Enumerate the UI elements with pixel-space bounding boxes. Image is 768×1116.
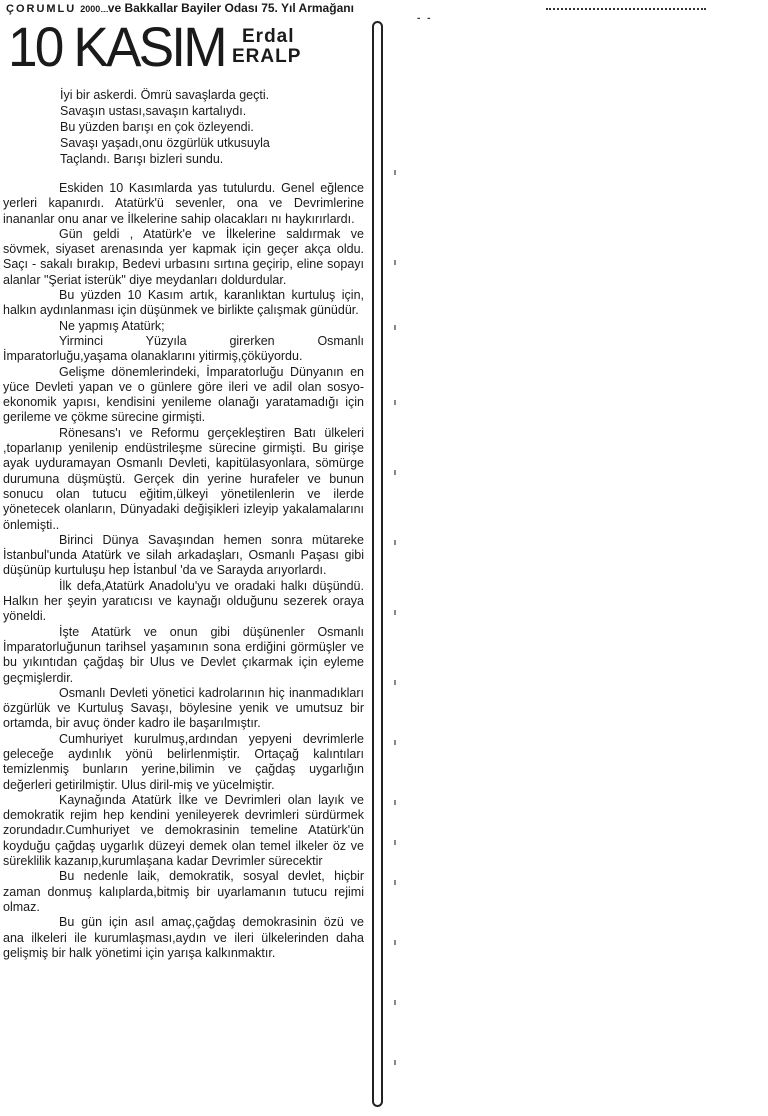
author-last-name: ERALP [232, 46, 302, 67]
paragraph: İlk defa,Atatürk Anadolu'yu ve oradaki halkı düşündü. Halkın her şeyin yaratıcısı ve kaynağı olduğunu sezerek oraya yöneldi. [3, 578, 364, 624]
publication-year: 2000 [80, 4, 101, 14]
paragraph: İşte Atatürk ve onun gibi düşünenler Osmanlı İmparatorluğunun tarihsel yaşamının sona erdiğini görmüşler ve bu yıkıntıdan çağdaş bir Ulus ve Devlet çıkarmak için eyleme geçmişlerdir. [3, 624, 364, 685]
margin-tick [394, 400, 396, 405]
header-dots: ..... [100, 4, 108, 14]
publication-name: ÇORUMLU [6, 3, 77, 15]
paragraph: Cumhuriyet kurulmuş,ardından yepyeni devrimlerle geleceğe aydınlık yönü belirlenmiştir. Ortaçağ kalıntıları temizlenmiş bunların yerine,bilimin ve çağdaş uygarlığın değerleri getirilmiştir. Ulus diril-miş ve yücelmiştir. [3, 731, 364, 792]
paragraph: Osmanlı Devleti yönetici kadrolarının hiç inanmadıkları özgürlük ve Kurtuluş Savaşı, böylesine yenik ve umutsuz bir ortamda, bir avuç önder kadro ile başarılmıştır. [3, 685, 364, 731]
margin-tick [394, 680, 396, 685]
publication-subtitle: ve Bakkallar Bayiler Odası 75. Yıl Armağanı [107, 1, 354, 15]
paragraph: Bu nedenle laik, demokratik, sosyal devlet, hiçbir zaman donmuş kalıplarda,bitmiş bir uyarlamanın tutucu rejimi olmaz. [3, 869, 364, 914]
poem-line: Taçlandı. Barışı bizleri sundu. [60, 152, 224, 166]
paragraph: Eskiden 10 Kasımlarda yas tutulurdu. Genel eğlence yerleri kapanırdı. Atatürk'ü sevenler, ona ve Devrimlerine inananlar onu anar ve İlkelerine sahip olacakları nı haykırırlardı. [3, 181, 364, 226]
author-name [232, 27, 368, 67]
margin-tick [394, 170, 396, 175]
header-dotted-rule [546, 8, 706, 10]
margin-tick [394, 840, 396, 845]
paragraph: Birinci Dünya Savaşından hemen sonra mütareke İstanbul'unda Atatürk ve silah arkadaşları, Osmanlı Paşası gibi düşünüp kurtuluşu hep İstanbul 'da ve Sarayda arıyorlardı. [3, 532, 364, 578]
column-divider-frame [372, 21, 383, 1107]
margin-tick [394, 1060, 396, 1065]
opening-poem [60, 87, 270, 167]
poem-line: Savaşın ustası,savaşın kartalıydı. [60, 104, 247, 118]
margin-tick [394, 540, 396, 545]
margin-tick-marks [394, 0, 400, 1116]
article-title: 10 KASIM [8, 15, 225, 78]
margin-tick [394, 325, 396, 330]
author-first-name: Erdal [242, 26, 295, 47]
cropped-text-fragment: - - [417, 13, 433, 24]
margin-tick [394, 880, 396, 885]
article-body [3, 181, 364, 961]
paragraph: Bu yüzden 10 Kasım artık, karanlıktan kurtuluş için, halkın aydınlanması için düşünmek ve birlikte çalışmak günüdür. [3, 288, 364, 318]
paragraph: Yirminci Yüzyıla girerken Osmanlı İmparatorluğu,yaşama olanaklarını yitirmiş,çöküyordu. [3, 333, 364, 364]
margin-tick [394, 740, 396, 745]
poem-line: İyi bir askerdi. Ömrü savaşlarda geçti. [60, 88, 270, 102]
margin-tick [394, 260, 396, 265]
poem-line: Savaşı yaşadı,onu özgürlük utkusuyla [60, 136, 270, 150]
paragraph: Rönesans'ı ve Reformu gerçekleştiren Batı ülkeleri ,toparlanıp yenilenip endüstrileşme sürecine girmişti. Bu girişe ayak uyduramayan Osmanlı Devleti, kapitülasyonlara, sömürge durumuna düşmüştü. Gerçek din yerine hurafeler ve bunun sonucu olan tutucu eğitim,ülkeyi yönetilenlerin ve ilerde yönetecek olanların, Dünyadaki değişikleri izleyip yakalamalarını önlemişti.. [3, 425, 364, 532]
margin-tick [394, 940, 396, 945]
margin-tick [394, 610, 396, 615]
paragraph: Gün geldi , Atatürk'e ve İlkelerine saldırmak ve sövmek, siyaset arenasında yer kapmak için geçer akça oldu. Saçı - sakalı bırakıp, Bedevi urbasını sırtına geçirip, eline sopayı alanlar "Şeriat isterük" diye meydanları doldurdular. [3, 226, 364, 287]
poem-line: Bu yüzden barışı en çok özleyendi. [60, 120, 254, 134]
paragraph: Gelişme dönemlerindeki, İmparatorluğu Dünyanın en yüce Devleti yapan ve o günlere göre ileri ve adil olan sosyo-ekonomik yapısı, kendisini yenileme olanağı yaratamadığı için gerileme ve çökme sürecine girmişti. [3, 364, 364, 425]
paragraph: Bu gün için asıl amaç,çağdaş demokrasinin özü ve ana ilkeleri ile kurumlaşması,aydın ve ileri ülkelerinden daha gelişmiş bir halk yönetimi için yarışa kalkınmaktır. [3, 915, 364, 960]
paragraph: Kaynağında Atatürk İlke ve Devrimleri olan layık ve demokratik rejim hep kendini yenileyerek devrimleri sürdürmek zorundadır.Cumhuriyet ve demokrasinin temeline Atatürk'ün koyduğu çağdaş uygarlık düzeyi demek olan temel ilkeler öz ve süreklilik kazanıp,kurumlaşana kadar Devrimler sürecektir [3, 792, 364, 869]
margin-tick [394, 1000, 396, 1005]
margin-tick [394, 470, 396, 475]
margin-tick [394, 800, 396, 805]
paragraph: Ne yapmış Atatürk; [59, 318, 165, 333]
